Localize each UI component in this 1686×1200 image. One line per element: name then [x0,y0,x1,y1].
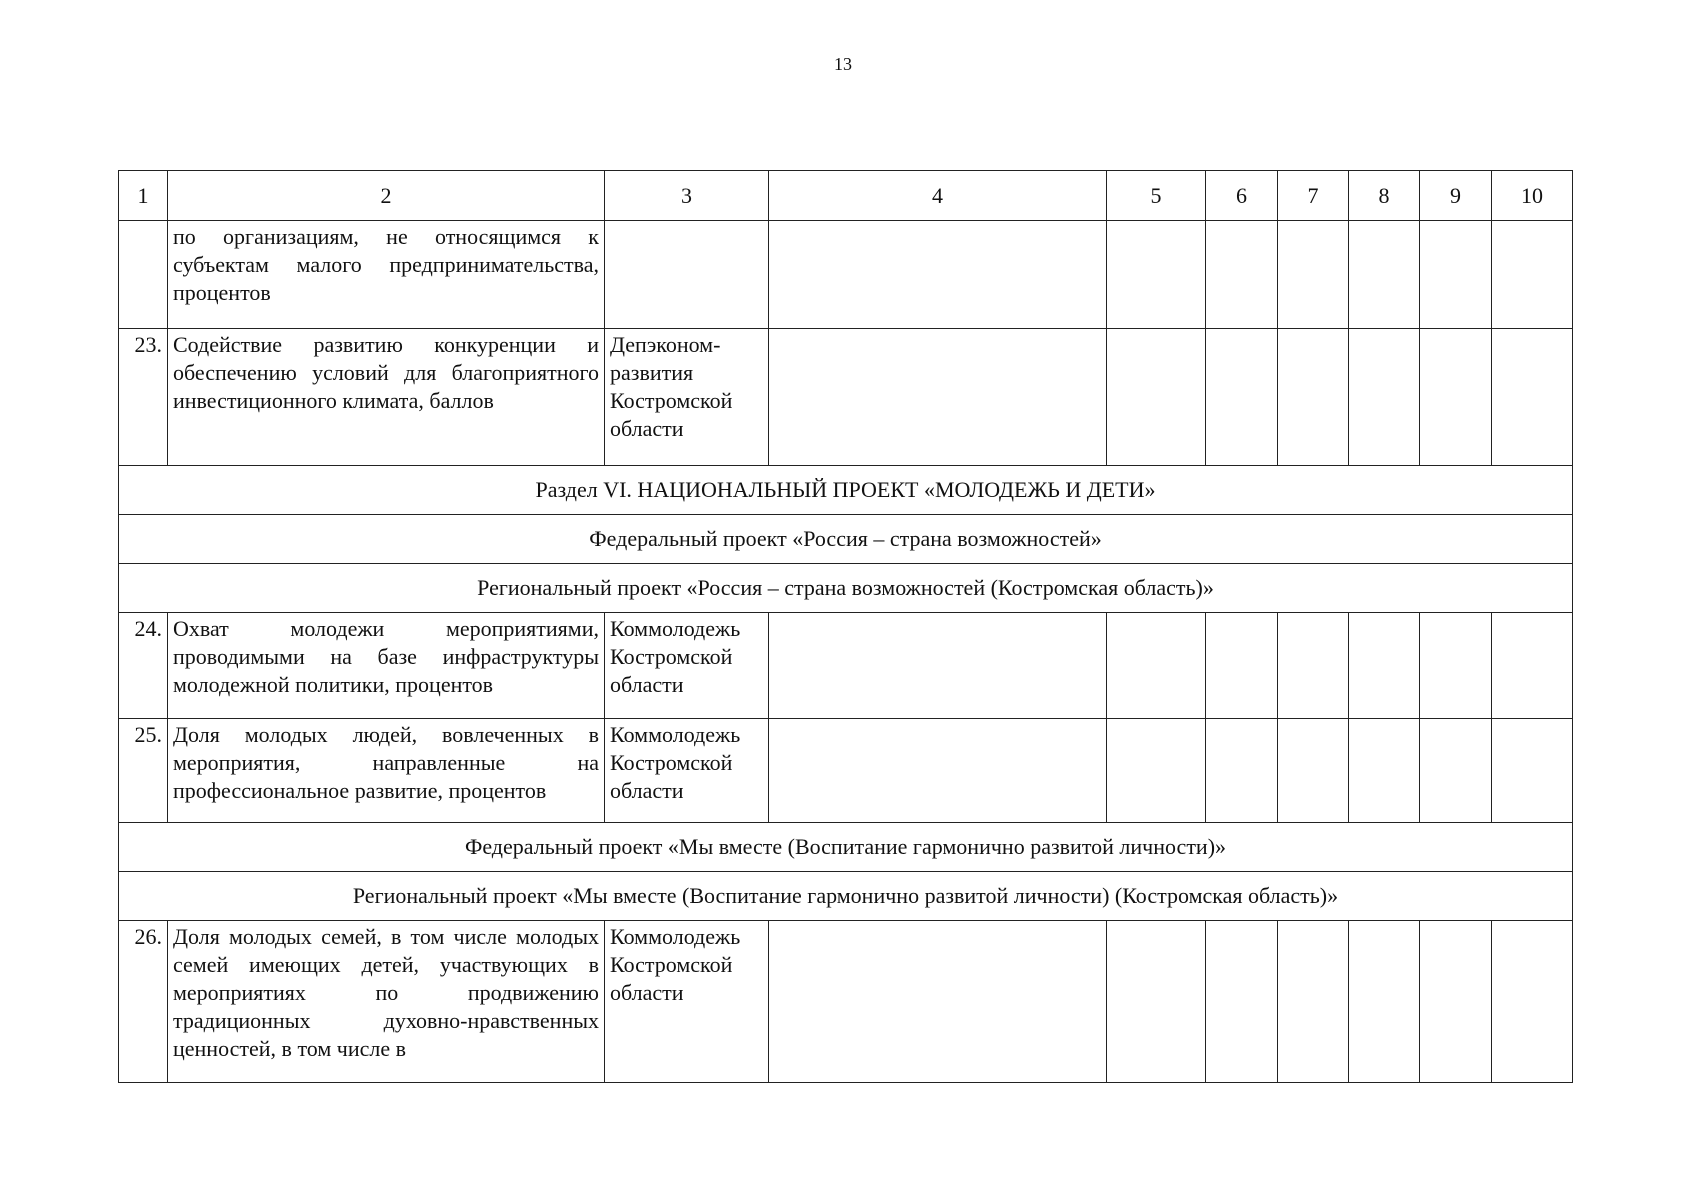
section-title: Раздел VI. НАЦИОНАЛЬНЫЙ ПРОЕКТ «МОЛОДЕЖЬ И ДЕТИ» [119,466,1573,515]
row-number: 25. [119,719,168,823]
table-cell [1420,921,1492,1083]
federal-project-title: Федеральный проект «Мы вместе (Воспитание гармонично развитой личности)» [119,823,1573,872]
table-row [119,329,1573,466]
indicators-table [118,170,1573,1083]
table-cell [769,329,1107,466]
table-cell [1492,329,1573,466]
column-header: 7 [1278,171,1349,221]
column-header: 5 [1107,171,1206,221]
table-cell [1278,719,1349,823]
table-cell [769,921,1107,1083]
table-cell [1492,613,1573,719]
table-cell [1349,613,1420,719]
indicator-name: по организациям, не относящимся к субъектам малого предпринимательства, процентов [168,221,605,329]
table-cell [1278,329,1349,466]
table-cell [1206,719,1278,823]
regional-project-title: Региональный проект «Россия – страна возможностей (Костромская область)» [119,564,1573,613]
table-cell [1278,221,1349,329]
table-row [119,719,1573,823]
indicator-name: Содействие развитию конкуренции и обеспечению условий для благоприятного инвестиционного климата, баллов [168,329,605,466]
table-cell [1206,613,1278,719]
table-cell [1349,329,1420,466]
table-row [119,613,1573,719]
table-cell [1206,329,1278,466]
table-cell [769,613,1107,719]
table-cell [1420,613,1492,719]
table-cell [1107,719,1206,823]
indicator-name: Доля молодых людей, вовлеченных в мероприятия, направленные на профессиональное развитие, процентов [168,719,605,823]
federal-project-title: Федеральный проект «Россия – страна возможностей» [119,515,1573,564]
row-number: 24. [119,613,168,719]
regional-project-row [119,564,1573,613]
row-number: 23. [119,329,168,466]
column-number-header-row [119,171,1573,221]
row-number: 26. [119,921,168,1083]
responsible-body [605,221,769,329]
table-row [119,921,1573,1083]
regional-project-title: Региональный проект «Мы вместе (Воспитание гармонично развитой личности) (Костромская область)» [119,872,1573,921]
column-header: 3 [605,171,769,221]
table-cell [1492,719,1573,823]
table-cell [1107,613,1206,719]
table-cell [1107,329,1206,466]
table-cell [1278,921,1349,1083]
responsible-body: Коммолодежь Костромской области [605,613,769,719]
regional-project-row [119,872,1573,921]
table-cell [769,221,1107,329]
page-number: 13 [834,54,852,74]
indicator-name: Охват молодежи мероприятиями, проводимыми на базе инфраструктуры молодежной политики, процентов [168,613,605,719]
column-header: 1 [119,171,168,221]
column-header: 8 [1349,171,1420,221]
table-cell [1206,221,1278,329]
federal-project-row [119,515,1573,564]
table-cell [1278,613,1349,719]
table-cell [1349,921,1420,1083]
table-cell [1107,221,1206,329]
table-cell [1107,921,1206,1083]
table-cell [1206,921,1278,1083]
table-row [119,221,1573,329]
table-cell [1349,719,1420,823]
table-cell [1349,221,1420,329]
column-header: 2 [168,171,605,221]
table-cell [1492,221,1573,329]
table-cell [1420,329,1492,466]
column-header: 9 [1420,171,1492,221]
table-cell [1492,921,1573,1083]
table-cell [769,719,1107,823]
row-number [119,221,168,329]
responsible-body: Коммолодежь Костромской области [605,921,769,1083]
section-row [119,466,1573,515]
responsible-body: Депэконом-развития Костромской области [605,329,769,466]
indicator-name: Доля молодых семей, в том числе молодых семей имеющих детей, участвующих в мероприятиях по продвижению традиционных духовно-нравственных ценностей, в том числе в [168,921,605,1083]
column-header: 4 [769,171,1107,221]
table-cell [1420,221,1492,329]
federal-project-row [119,823,1573,872]
column-header: 10 [1492,171,1573,221]
column-header: 6 [1206,171,1278,221]
table-cell [1420,719,1492,823]
responsible-body: Коммолодежь Костромской области [605,719,769,823]
